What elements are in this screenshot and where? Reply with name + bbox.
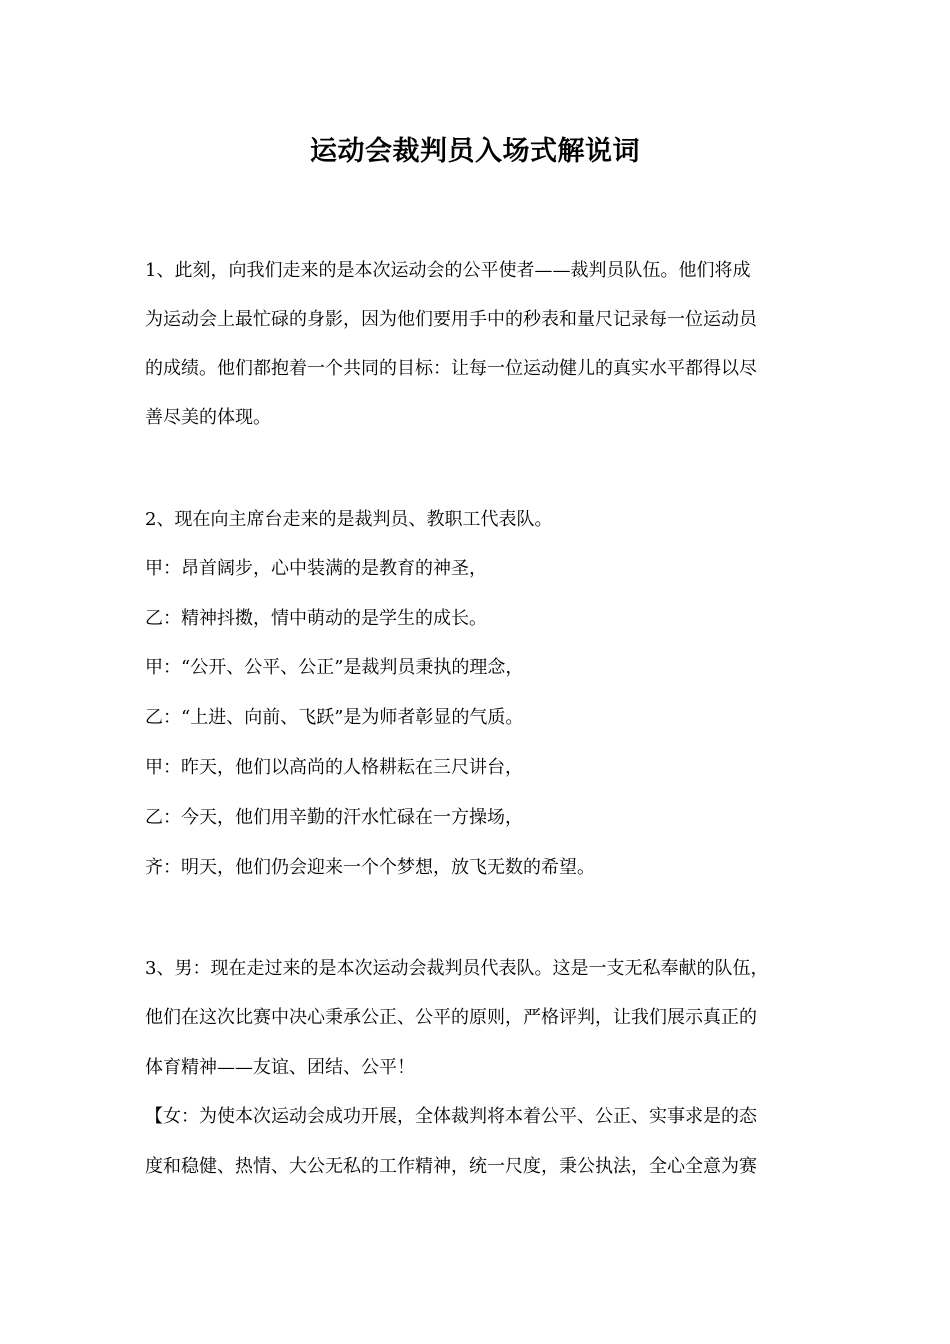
section-2-line-6: 甲：昨天，他们以高尚的人格耕耘在三尺讲台， bbox=[145, 757, 523, 778]
document-title: 运动会裁判员入场式解说词 bbox=[310, 136, 640, 167]
section-1-line-2: 为运动会上最忙碌的身影，因为他们要用手中的秒表和量尺记录每一位运动员 bbox=[145, 309, 757, 330]
section-2-line-7: 乙：今天，他们用辛勤的汗水忙碌在一方操场， bbox=[145, 807, 523, 828]
section-2-line-4: 甲：“公开、公平、公正”是裁判员秉执的理念， bbox=[145, 657, 524, 678]
section-2-line-2: 甲：昂首阔步，心中装满的是教育的神圣， bbox=[145, 558, 487, 579]
section-3-line-4: 【女：为使本次运动会成功开展，全体裁判将本着公平、公正、实事求是的态 bbox=[145, 1106, 757, 1127]
section-2-line-1: 2、现在向主席台走来的是裁判员、教职工代表队。 bbox=[145, 509, 553, 530]
section-3-line-5: 度和稳健、热情、大公无私的工作精神，统一尺度，秉公执法，全心全意为赛 bbox=[145, 1156, 757, 1177]
section-1-line-3: 的成绩。他们都抱着一个共同的目标：让每一位运动健儿的真实水平都得以尽 bbox=[145, 358, 757, 379]
section-2-line-3: 乙：精神抖擞，情中萌动的是学生的成长。 bbox=[145, 608, 487, 629]
section-3-line-3: 体育精神——友谊、团结、公平！ bbox=[145, 1057, 415, 1078]
section-2-line-8: 齐：明天，他们仍会迎来一个个梦想，放飞无数的希望。 bbox=[145, 857, 595, 878]
section-1-line-1: 1、此刻，向我们走来的是本次运动会的公平使者——裁判员队伍。他们将成 bbox=[145, 260, 751, 281]
section-1-line-4: 善尽美的体现。 bbox=[145, 407, 271, 428]
section-3-line-2: 他们在这次比赛中决心秉承公正、公平的原则，严格评判，让我们展示真正的 bbox=[145, 1007, 757, 1028]
section-2-line-5: 乙：“上进、向前、飞跃”是为师者彰显的气质。 bbox=[145, 707, 524, 728]
section-3-line-1: 3、男：现在走过来的是本次运动会裁判员代表队。这是一支无私奉献的队伍， bbox=[145, 958, 769, 979]
